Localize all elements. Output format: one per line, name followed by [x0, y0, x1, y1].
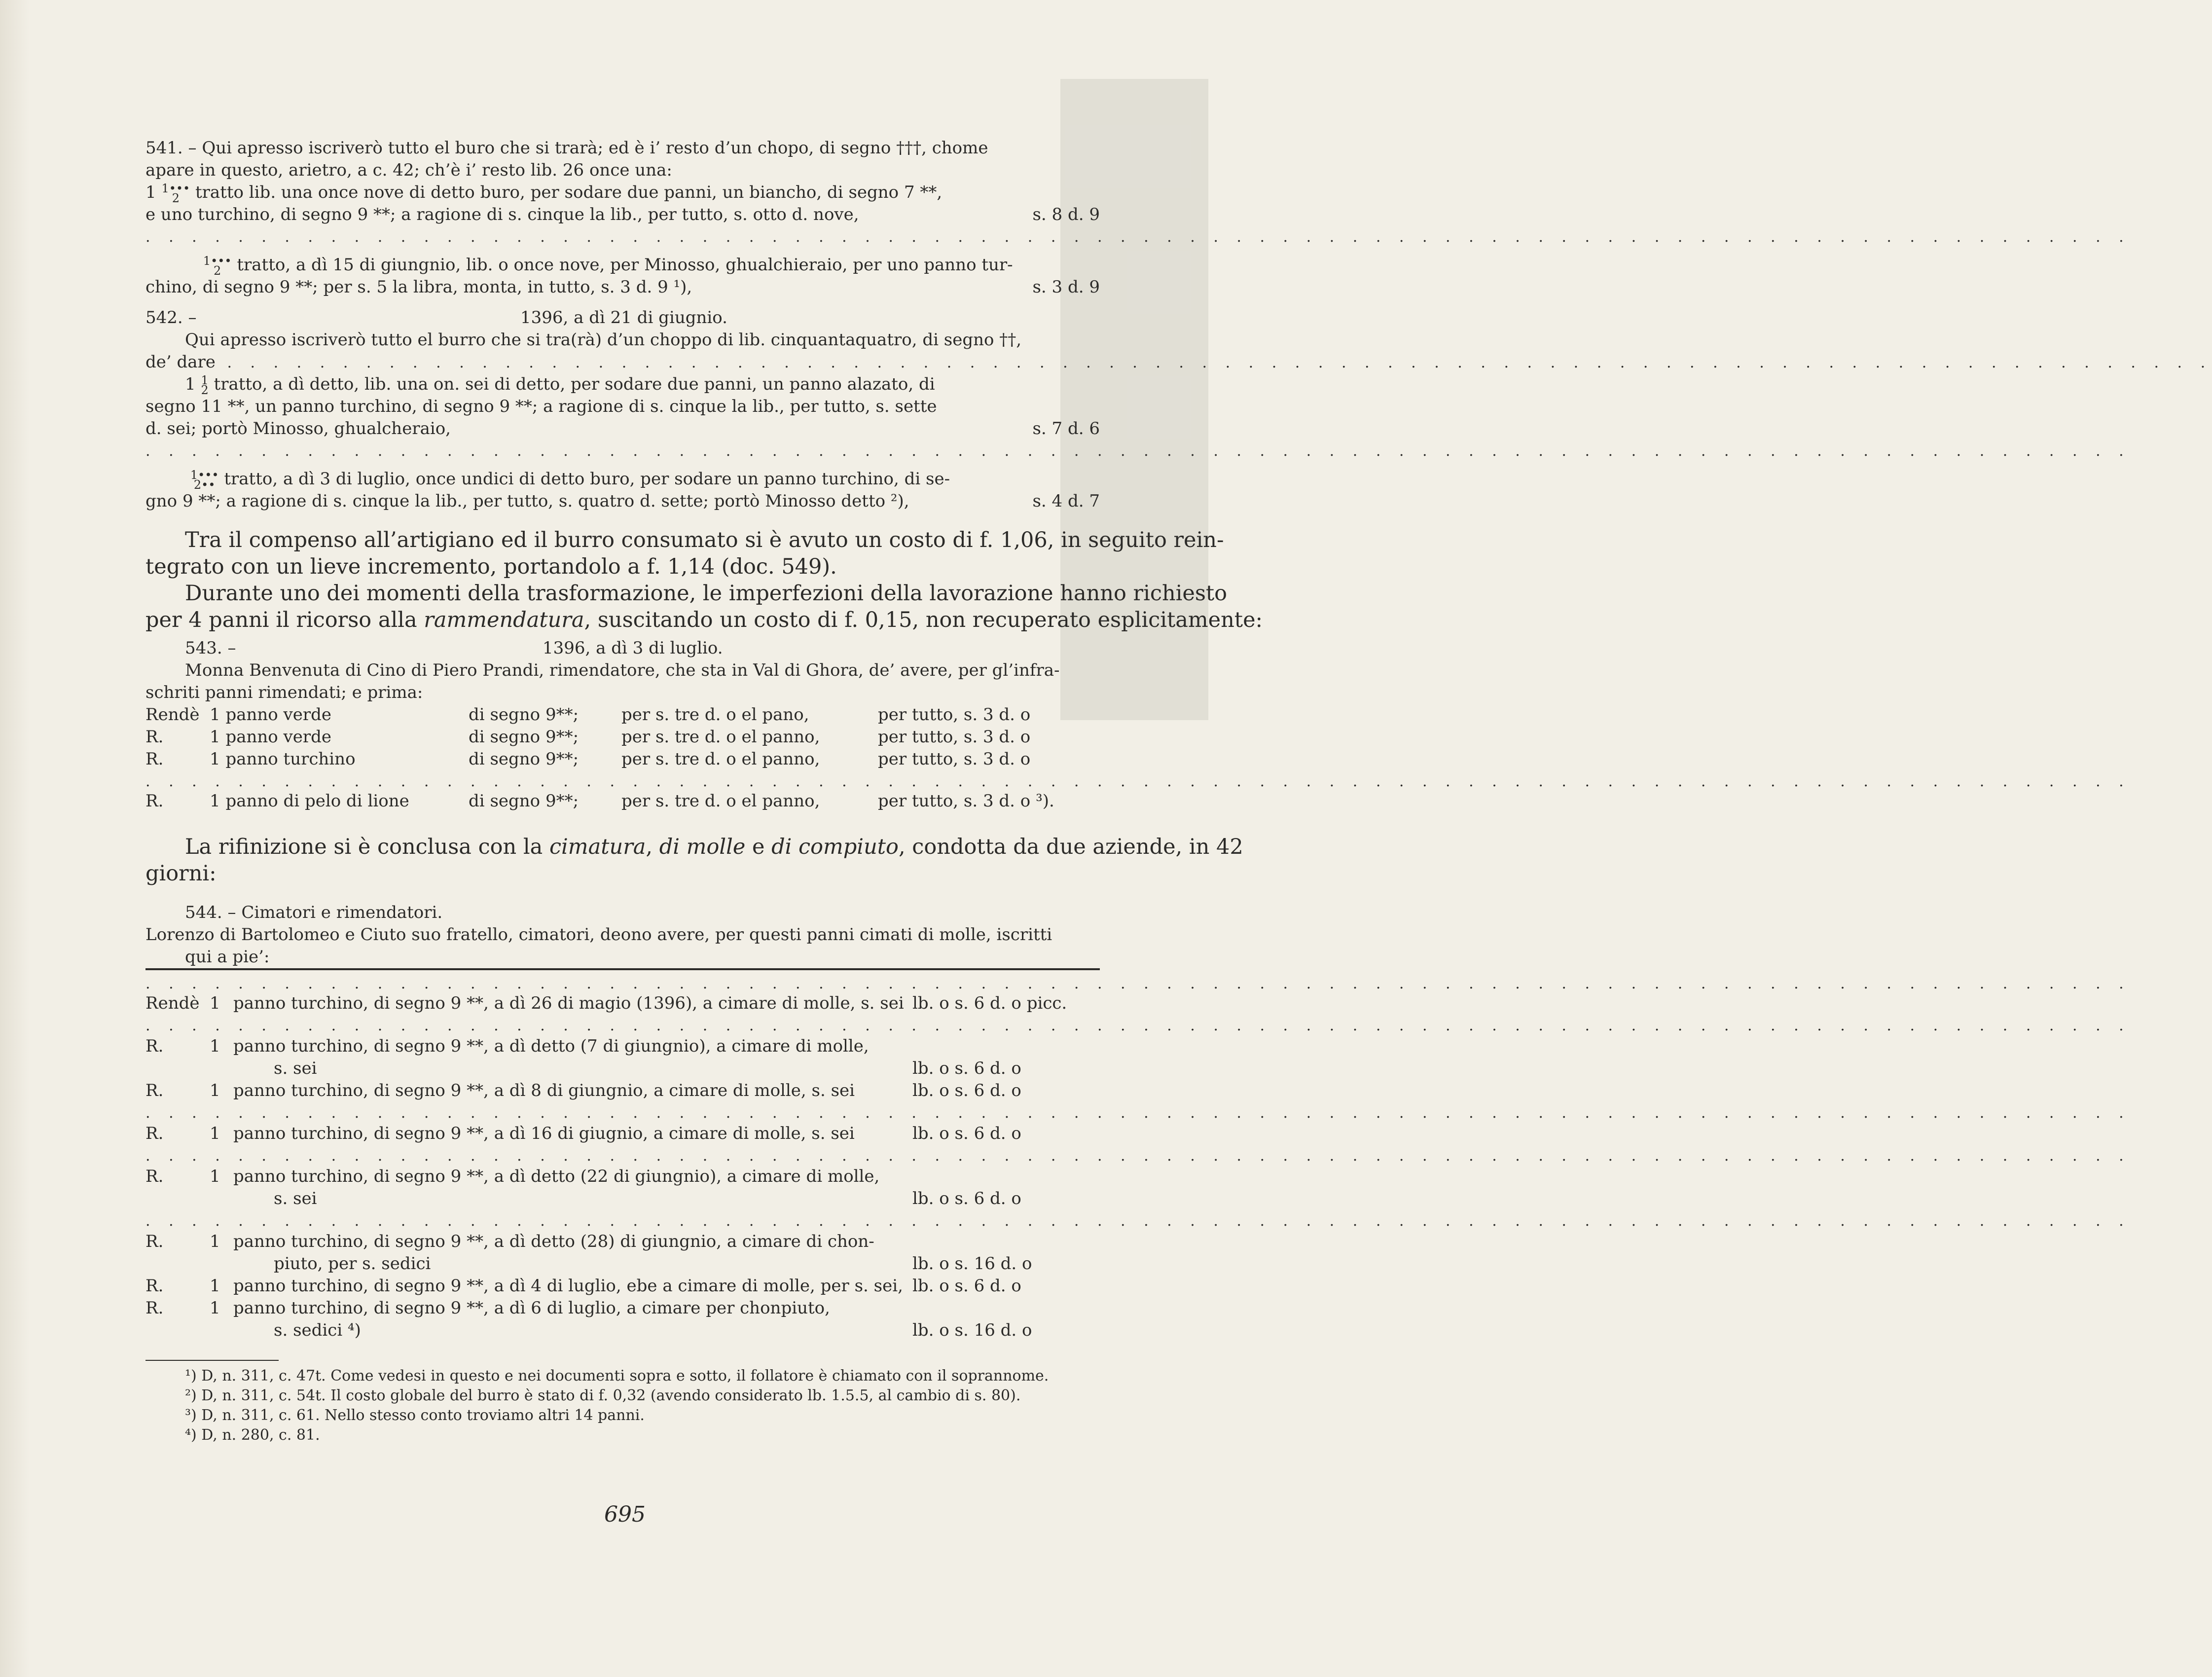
fraction: 1••• 2	[161, 182, 190, 205]
list-item	[145, 1080, 1100, 1102]
entry-label: Rendè	[145, 705, 200, 725]
entry-qty: 1	[210, 1167, 220, 1186]
entry-label: R.	[145, 1232, 164, 1251]
doc541-entry	[145, 254, 1100, 276]
fraction: 1 2	[201, 373, 209, 397]
entry-label: R.	[145, 1081, 164, 1100]
entry-label: R.	[145, 1298, 164, 1318]
list-item	[145, 992, 1100, 1015]
entry-segno: di segno 9**;	[469, 705, 579, 725]
footnote-rule	[145, 1360, 279, 1361]
dot-leader: . . . . . . . . . . . . . . . . . . . . . . . . . . . . . . . . . . . . . . . . . . . . . . . . . . . . . . . . . . . . . . . . . . . . . . . . . . . . . . . . . . . . . .	[145, 1212, 2131, 1230]
doc542-heading	[145, 307, 1100, 329]
entry-label: R.	[145, 749, 164, 769]
page-number: 695	[604, 1502, 646, 1527]
prose-line: La rifinizione si è conclusa con la cimatura, di molle e di compiuto, condotta da due aziende, in 42	[185, 835, 1243, 859]
entry-text: piuto, per s. sedici	[274, 1254, 431, 1274]
doc544-line: Lorenzo di Bartolomeo e Ciuto suo fratello, cimatori, deono avere, per questi panni cimati di molle, iscritti	[145, 925, 1052, 945]
list-item	[145, 1123, 1100, 1145]
entry-qty: 1	[210, 1036, 220, 1056]
doc-number: 542. –	[145, 308, 197, 328]
list-item	[145, 1297, 1100, 1319]
prose-line: Durante uno dei momenti della trasformazione, le imperfezioni della lavorazione hanno richiesto	[185, 581, 1228, 606]
dot-leader: . . . . . . . . . . . . . . . . . . . . . . . . . . . . . . . . . . . . . . . . . . . . . . . . . . . . . . . . . . . . . . . . . . . . . . . . . . . . . . . . . . . . . .	[145, 228, 2131, 246]
entry-qty: 1	[210, 1081, 220, 1100]
entry-text: s. sei	[274, 1058, 317, 1078]
entry-amount: lb. o s. 6 d. o	[912, 1058, 1021, 1078]
entry-rate: per s. tre d. o el panno,	[621, 749, 820, 769]
section-rule	[145, 968, 1100, 970]
fraction: 1••• 2	[203, 254, 232, 278]
entry-text: s. sedici ⁴)	[274, 1320, 361, 1340]
doc-date: 1396, a dì 21 di giugnio.	[520, 308, 727, 328]
doc542-entry	[145, 468, 1100, 490]
emphasis: cimatura	[549, 835, 646, 859]
list-item	[145, 1275, 1100, 1297]
doc542-entry-cont	[145, 490, 1100, 512]
doc542-line: gno 9 **; a ragione di s. cinque la lib., per tutto, s. quatro d. sette; portò Minosso detto ²),	[145, 491, 909, 511]
entry-amount: lb. o s. 6 d. o picc.	[912, 993, 1067, 1013]
entry-text: panno turchino, di segno 9 **, a dì 8 di giungnio, a cimare di molle, s. sei	[233, 1081, 855, 1100]
quantity: 1	[185, 374, 196, 394]
prose-line: per 4 panni il ricorso alla rammendatura, suscitando un costo di f. 0,15, non recuperato esplicitamente:	[145, 608, 1263, 632]
table-row	[145, 726, 1100, 748]
prose-line: tegrato con un lieve incremento, portandolo a f. 1,14 (doc. 549).	[145, 554, 837, 579]
entry-label: R.	[145, 791, 164, 811]
document-541	[145, 137, 2131, 298]
list-item-cont	[145, 1057, 1100, 1080]
doc541-line: chino, di segno 9 **; per s. 5 la libra, monta, in tutto, s. 3 d. 9 ¹),	[145, 277, 692, 297]
entry-amount: lb. o s. 16 d. o	[912, 1320, 1032, 1340]
footnote: ⁴) D, n. 280, c. 81.	[185, 1426, 320, 1444]
doc541-line: tratto lib. una once nove di detto buro, per sodare due panni, un biancho, di segno 7 **,	[195, 182, 943, 202]
doc541-line: e uno turchino, di segno 9 **; a ragione di s. cinque la lib., per tutto, s. otto d. nove,	[145, 205, 859, 224]
emphasis: rammendatura	[424, 608, 584, 632]
doc542-entry	[145, 373, 1100, 396]
doc544-entries	[145, 973, 2131, 1342]
dot-leader: . . . . . . . . . . . . . . . . . . . . . . . . . . . . . . . . . . . . . . . . . . . . . . . . . . . . . . . . . . . . . . . . . . . . . . . . . . . . . . . . . . . . . .	[145, 1104, 2131, 1122]
entry-text: s. sei	[274, 1189, 317, 1208]
entry-label: R.	[145, 1036, 164, 1056]
entry-label: Rendè	[145, 993, 200, 1013]
amount: s. 4 d. 7	[1032, 491, 1100, 511]
quantity: 1	[145, 182, 156, 202]
emphasis: di compiuto	[771, 835, 899, 859]
footnote: ¹) D, n. 311, c. 47t. Come vedesi in questo e nei documenti sopra e sotto, il follatore è chiamato con il soprannome.	[185, 1367, 1049, 1385]
doc542-entry-cont	[145, 418, 1100, 440]
fraction: 1••• 2••	[190, 468, 219, 492]
entry-text: panno turchino, di segno 9 **, a dì detto (22 di giungnio), a cimare di molle,	[233, 1167, 880, 1186]
table-row	[145, 790, 1100, 812]
doc-number: 543. –	[185, 638, 236, 658]
dot-leader	[145, 351, 2212, 373]
list-item-cont	[145, 1253, 1100, 1275]
binding-gutter	[0, 0, 30, 1677]
entry-amount: lb. o s. 6 d. o	[912, 1276, 1021, 1296]
dot-leader: . . . . . . . . . . . . . . . . . . . . . . . . . . . . . . . . . . . . . . . . . . . . . . . . . . . . . . . . . . . . . . . . . . . . . . . . . . . . . . . . . . . . . .	[227, 354, 2212, 371]
entry-label: R.	[145, 727, 164, 747]
doc541-entry-cont	[145, 204, 1100, 226]
doc543-line: Monna Benvenuta di Cino di Piero Prandi, rimendatore, che sta in Val di Ghora, de’ avere, per gl’infra-	[185, 660, 1060, 680]
entry-qty: 1	[210, 1124, 220, 1143]
commentary-paragraph	[145, 527, 1263, 633]
doc-date: 1396, a dì 3 di luglio.	[543, 638, 723, 658]
footnotes	[145, 1366, 1100, 1445]
commentary-paragraph	[145, 834, 1243, 887]
entry-total: per tutto, s. 3 d. o	[878, 749, 1031, 769]
entry-amount: lb. o s. 6 d. o	[912, 1081, 1021, 1100]
document-543	[145, 637, 2131, 812]
prose-line: Tra il compenso all’artigiano ed il burro consumato si è avuto un costo di f. 1,06, in seguito rein-	[185, 528, 1224, 552]
doc543-line: schriti panni rimendati; e prima:	[145, 683, 423, 702]
doc542-line: de’ dare	[145, 352, 216, 372]
doc542-line: Qui apresso iscriverò tutto el burro che si tra(rà) d’un choppo di lib. cinquantaquatro, di segno ††,	[185, 330, 1022, 350]
list-item	[145, 1035, 1100, 1057]
doc542-line: d. sei; portò Minosso, ghualcheraio,	[145, 419, 451, 438]
doc542-line: tratto, a dì detto, lib. una on. sei di detto, per sodare due panni, un panno alazato, di	[214, 374, 935, 394]
entry-rate: per s. tre d. o el panno,	[621, 791, 820, 811]
entry-text: panno turchino, di segno 9 **, a dì detto (28) di giungnio, a cimare di chon-	[233, 1232, 874, 1251]
entry-item: 1 panno verde	[210, 727, 332, 747]
doc541-line: apare in questo, arietro, a c. 42; ch’è i’ resto lib. 26 once una:	[145, 160, 672, 180]
entry-text: panno turchino, di segno 9 **, a dì 4 di luglio, ebe a cimare di molle, per s. sei,	[233, 1276, 903, 1296]
entry-label: R.	[145, 1124, 164, 1143]
entry-qty: 1	[210, 1276, 220, 1296]
doc-number: 544. – Cimatori e rimendatori.	[185, 903, 443, 922]
document-544	[145, 902, 1100, 968]
dot-leader: . . . . . . . . . . . . . . . . . . . . . . . . . . . . . . . . . . . . . . . . . . . . . . . . . . . . . . . . . . . . . . . . . . . . . . . . . . . . . . . . . . . . . .	[145, 442, 2131, 460]
doc541-line: 541. – Qui apresso iscriverò tutto el buro che si trarà; ed è i’ resto d’un chopo, di segno †††, chome	[145, 138, 988, 158]
amount: s. 8 d. 9	[1032, 205, 1100, 224]
prose-line: giorni:	[145, 861, 217, 886]
emphasis: di molle	[659, 835, 746, 859]
document-542	[145, 307, 2212, 512]
doc542-line: segno 11 **, un panno turchino, di segno 9 **; a ragione di s. cinque la lib., per tutto, s. sette	[145, 397, 937, 416]
doc543-heading	[145, 637, 1100, 659]
doc544-line: qui a pie’:	[185, 947, 270, 967]
entry-total: per tutto, s. 3 d. o	[878, 727, 1031, 747]
entry-text: panno turchino, di segno 9 **, a dì 16 di giugnio, a cimare di molle, s. sei	[233, 1124, 855, 1143]
dot-leader: . . . . . . . . . . . . . . . . . . . . . . . . . . . . . . . . . . . . . . . . . . . . . . . . . . . . . . . . . . . . . . . . . . . . . . . . . . . . . . . . . . . . . .	[145, 773, 2131, 790]
doc541-entry	[145, 182, 1100, 204]
table-row	[145, 748, 1100, 770]
entry-item: 1 panno di pelo di lione	[210, 791, 409, 811]
entry-qty: 1	[210, 1232, 220, 1251]
amount: s. 3 d. 9	[1032, 277, 1100, 297]
entry-segno: di segno 9**;	[469, 791, 579, 811]
entry-amount: lb. o s. 16 d. o	[912, 1254, 1032, 1274]
list-item	[145, 1166, 1100, 1188]
entry-amount: lb. o s. 6 d. o	[912, 1189, 1021, 1208]
table-row	[145, 704, 1100, 726]
entry-text: panno turchino, di segno 9 **, a dì 26 di magio (1396), a cimare di molle, s. sei	[233, 993, 904, 1013]
entry-item: 1 panno verde	[210, 705, 332, 725]
doc541-line: tratto, a dì 15 di giungnio, lib. o once nove, per Minosso, ghualchieraio, per uno panno tur-	[237, 255, 1013, 275]
entry-qty: 1	[210, 1298, 220, 1318]
entry-text: panno turchino, di segno 9 **, a dì 6 di luglio, a cimare per chonpiuto,	[233, 1298, 830, 1318]
entry-total: per tutto, s. 3 d. o	[878, 705, 1031, 725]
entry-total: per tutto, s. 3 d. o ³).	[878, 791, 1054, 811]
entry-text: panno turchino, di segno 9 **, a dì detto (7 di giungnio), a cimare di molle,	[233, 1036, 869, 1056]
entry-label: R.	[145, 1167, 164, 1186]
footnote: ²) D, n. 311, c. 54t. Il costo globale del burro è stato di f. 0,32 (avendo considerato lb. 1.5.5, al cambio di s. 80).	[185, 1387, 1021, 1404]
entry-item: 1 panno turchino	[210, 749, 356, 769]
dot-leader: . . . . . . . . . . . . . . . . . . . . . . . . . . . . . . . . . . . . . . . . . . . . . . . . . . . . . . . . . . . . . . . . . . . . . . . . . . . . . . . . . . . . . .	[145, 1017, 2131, 1034]
amount: s. 7 d. 6	[1032, 419, 1100, 438]
dot-leader: . . . . . . . . . . . . . . . . . . . . . . . . . . . . . . . . . . . . . . . . . . . . . . . . . . . . . . . . . . . . . . . . . . . . . . . . . . . . . . . . . . . . . .	[145, 975, 2131, 992]
entry-amount: lb. o s. 6 d. o	[912, 1124, 1021, 1143]
doc541-entry-cont	[145, 276, 1100, 298]
entry-label: R.	[145, 1276, 164, 1296]
entry-rate: per s. tre d. o el panno,	[621, 727, 820, 747]
footnote: ³) D, n. 311, c. 61. Nello stesso conto troviamo altri 14 panni.	[185, 1407, 645, 1424]
entry-qty: 1	[210, 993, 220, 1013]
dot-leader: . . . . . . . . . . . . . . . . . . . . . . . . . . . . . . . . . . . . . . . . . . . . . . . . . . . . . . . . . . . . . . . . . . . . . . . . . . . . . . . . . . . . . .	[145, 1147, 2131, 1165]
entry-rate: per s. tre d. o el pano,	[621, 705, 809, 725]
list-item-cont	[145, 1319, 1100, 1342]
list-item-cont	[145, 1188, 1100, 1210]
doc542-line: tratto, a dì 3 di luglio, once undici di detto buro, per sodare un panno turchino, di se-	[224, 469, 950, 489]
entry-segno: di segno 9**;	[469, 727, 579, 747]
list-item	[145, 1231, 1100, 1253]
entry-segno: di segno 9**;	[469, 749, 579, 769]
